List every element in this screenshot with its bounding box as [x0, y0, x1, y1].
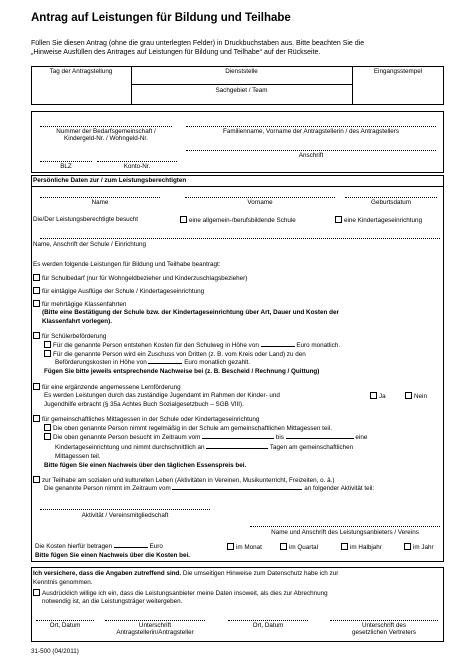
provider-label: Name und Anschrift des Leistungsanbieters / Vereins — [271, 529, 419, 536]
account-label: Konto-Nr. — [123, 163, 151, 170]
address-field[interactable] — [186, 150, 436, 151]
consent-checkbox[interactable] — [33, 589, 40, 596]
school-option[interactable]: eine allgemein-/berufsbildende Schule — [180, 216, 296, 224]
teilhabe-period-row: Die genannte Person nimmt im Zeitraum vom an folgender Aktivität teil: — [44, 485, 375, 492]
place-date-label-1: Ort, Datum — [49, 622, 81, 629]
eingangsstempel-label: Eingangsstempel — [373, 68, 423, 75]
monthly-checkbox[interactable] — [227, 543, 234, 550]
costs-field[interactable] — [114, 547, 148, 548]
costs-note: Bitte fügen Sie einen Nachweis über die Kosten bei. — [35, 552, 191, 559]
geburtsdatum-label: Geburtsdatum — [371, 199, 411, 206]
monthly-option[interactable]: im Monat — [227, 543, 262, 551]
ausfluege-checkbox[interactable] — [33, 287, 40, 294]
form-title: Antrag auf Leistungen für Bildung und Teilhabe — [31, 12, 291, 24]
costs-row: Die Kosten hierfür betragen Euro — [35, 543, 163, 550]
mittag-kita-checkbox[interactable] — [44, 433, 51, 440]
lernfoerderung-checkbox[interactable] — [33, 383, 40, 390]
kita-checkbox[interactable] — [335, 216, 342, 223]
befoerderung-option[interactable]: für Schülerbeförderung — [33, 332, 106, 340]
declaration-text-2: Kenntnis genommen. — [33, 579, 93, 586]
befoerderung-subsidy-field[interactable] — [148, 363, 182, 364]
activity-label: Aktivität / Vereinsmitgliedschaft — [81, 512, 169, 519]
mittag-school-row: Die oben genannte Person nimmt regelmäßig in der Schule am gemeinschaftlichen Mittagessen teil. — [44, 424, 332, 432]
signature-field-1[interactable] — [105, 620, 205, 621]
befoerderung-subsidy-row: Für die genannte Person wird ein Zuschuss von Dritten (z. B. vom Kreis oder Land) zu den — [44, 350, 306, 358]
quarterly-option[interactable]: im Quartal — [280, 543, 318, 551]
mittag-note: Bitte fügen Sie einen Nachweis über den täglichen Essenspreis bei. — [44, 462, 247, 469]
personal-data-heading: Persönliche Daten zur / zum Leistungsberechtigten — [33, 177, 187, 184]
place-date-field-1[interactable] — [36, 620, 94, 621]
halfyear-checkbox[interactable] — [341, 543, 348, 550]
klassenfahrten-note-1: (Bitte eine Bestätigung der Schule bzw. der Kindertageseinrichtung über Art, Dauer und Kosten der — [42, 309, 339, 316]
applicant-name-field[interactable] — [186, 126, 436, 127]
teilhabe-period-field[interactable] — [172, 489, 302, 490]
provider-field[interactable] — [250, 526, 440, 527]
lernfoerderung-option[interactable]: für eine ergänzende angemessene Lernförderung — [33, 383, 181, 391]
klassenfahrten-option[interactable]: für mehrtägige Klassenfahrten — [33, 300, 126, 308]
blz-field[interactable] — [40, 161, 92, 162]
yearly-option[interactable]: im Jahr — [404, 543, 434, 551]
signature-label-1: Unterschrift Antragstellerin/Antragsteller — [116, 622, 194, 637]
requested-intro: Es werden folgende Leistungen für Bildung und Teilhabe beantragt: — [33, 261, 221, 268]
school-name-field[interactable] — [40, 238, 440, 239]
schulbedarf-checkbox[interactable] — [33, 274, 40, 281]
befoerderung-cost-checkbox[interactable] — [44, 341, 51, 348]
consent-option[interactable]: Ausdrücklich willige ich ein, dass die Leistungsanbieter meine Daten insoweit, als dies zur Abrechnung — [33, 589, 328, 597]
blz-label: BLZ — [60, 163, 72, 170]
kita-option[interactable]: eine Kindertageseinrichtung — [335, 216, 422, 224]
consent-text-2: notwendig ist, an die Leistungsträger weitergeben. — [42, 598, 183, 605]
person-birthdate-field[interactable] — [345, 197, 437, 198]
dienststelle-label: Dienststelle — [225, 68, 258, 75]
ja-option[interactable]: Ja — [370, 392, 386, 400]
klassenfahrten-note-2: Klassenfahrt vorlegen). — [42, 318, 112, 325]
mittagessen-option[interactable]: für gemeinschaftliches Mittagessen in der Schule oder Kindertageseinrichtung — [33, 415, 259, 423]
intro-text: Füllen Sie diesen Antrag (ohne die grau unterlegten Felder) in Druckbuchstaben aus. Bitte beachten Sie die „Hinweise Ausfüllen des Antrages auf Leistungen für Bildung und Teilhabe“ auf der Rückseite. — [31, 40, 365, 56]
applicant-name-label: Familienname, Vorname der Antragstellerin / des Antragstellers — [222, 128, 400, 135]
place-date-field-2[interactable] — [228, 620, 308, 621]
quarterly-checkbox[interactable] — [280, 543, 287, 550]
ja-checkbox[interactable] — [370, 392, 377, 399]
mittag-to-field[interactable] — [286, 438, 354, 439]
form-number: 31-500 (04/2011) — [31, 648, 79, 655]
bg-number-label: Nummer der Bedarfsgemeinschaft / Kindergeld-Nr. / Wohngeld-Nr. — [56, 128, 156, 143]
klassenfahrten-checkbox[interactable] — [33, 300, 40, 307]
ausfluege-option[interactable]: für eintägige Ausflüge der Schule / Kindertageseinrichtung — [33, 287, 204, 295]
befoerderung-note: Fügen Sie bitte jeweils entsprechende Nachweise bei (z. B. Bescheid / Rechnung / Quittung) — [44, 368, 320, 375]
mittag-kita-row: Die oben genannte Person besucht im Zeitraum vom bis eine — [44, 433, 367, 441]
account-field[interactable] — [97, 161, 177, 162]
mittagessen-checkbox[interactable] — [33, 415, 40, 422]
vorname-label: Vorname — [247, 199, 273, 206]
mittag-text-4: Mittagessen teil. — [55, 453, 101, 460]
mittag-days-row: Kindertageseinrichtung und nimmt durchschnittlich an Tagen am gemeinschaftlichen — [55, 444, 354, 451]
signature-label-2: Unterschrift des gesetzlichen Vertreters — [351, 622, 417, 637]
befoerderung-subsidy-amount-row: Beförderungskosten in Höhe von Euro monatlich gezahlt. — [55, 359, 251, 366]
activity-field[interactable] — [40, 509, 210, 510]
teilhabe-checkbox[interactable] — [33, 476, 40, 483]
date-of-application-label: Tag der Antragstellung — [49, 68, 113, 75]
halfyear-option[interactable]: im Halbjahr — [341, 543, 382, 551]
name-label: Name — [91, 199, 109, 206]
person-name-field[interactable] — [40, 197, 160, 198]
schulbedarf-option[interactable]: für Schulbedarf (nur für Wohngeldbezieher und Kinderzuschlagsbezieher) — [33, 274, 247, 282]
attends-row: Die/Der Leistungsberechtigte besucht — [33, 216, 139, 223]
sachgebiet-label: Sachgebiet / Team — [215, 87, 268, 94]
yearly-checkbox[interactable] — [404, 543, 411, 550]
lernfoerderung-text-1: Es werden Leistungen durch das zuständige Jugendamt im Rahmen der Kinder- und — [44, 392, 280, 399]
address-label: Anschrift — [298, 152, 324, 159]
mittag-days-field[interactable] — [206, 448, 268, 449]
bg-number-field[interactable] — [40, 126, 172, 127]
befoerderung-subsidy-checkbox[interactable] — [44, 350, 51, 357]
mittag-school-checkbox[interactable] — [44, 424, 51, 431]
place-date-label-2: Ort, Datum — [252, 622, 284, 629]
befoerderung-cost-row: Für die genannte Person entstehen Kosten für den Schulweg in Höhe von Euro monatlich. — [44, 341, 340, 349]
befoerderung-cost-field[interactable] — [261, 346, 295, 347]
school-checkbox[interactable] — [180, 216, 187, 223]
school-name-label: Name, Anschrift der Schule / Einrichtung — [33, 241, 147, 248]
lernfoerderung-text-2: Jugendhilfe erbracht (§ 35a Achtes Buch Sozialgesetzbuch – SGB VIII). — [44, 401, 244, 408]
mittag-from-field[interactable] — [202, 438, 274, 439]
befoerderung-checkbox[interactable] — [33, 332, 40, 339]
nein-option[interactable]: Nein — [405, 392, 427, 400]
teilhabe-option[interactable]: zur Teilhabe am sozialen und kulturellen Leben (Aktivitäten in Vereinen, Musikunterricht, Freizeiten, o. ä.) — [33, 476, 335, 484]
nein-checkbox[interactable] — [405, 392, 412, 399]
declaration-text: Ich versichere, dass die Angaben zutreffend sind. Die umseitigen Hinweise zum Datenschutz habe ich zur — [33, 570, 339, 577]
signature-field-2[interactable] — [330, 620, 438, 621]
person-firstname-field[interactable] — [185, 197, 335, 198]
